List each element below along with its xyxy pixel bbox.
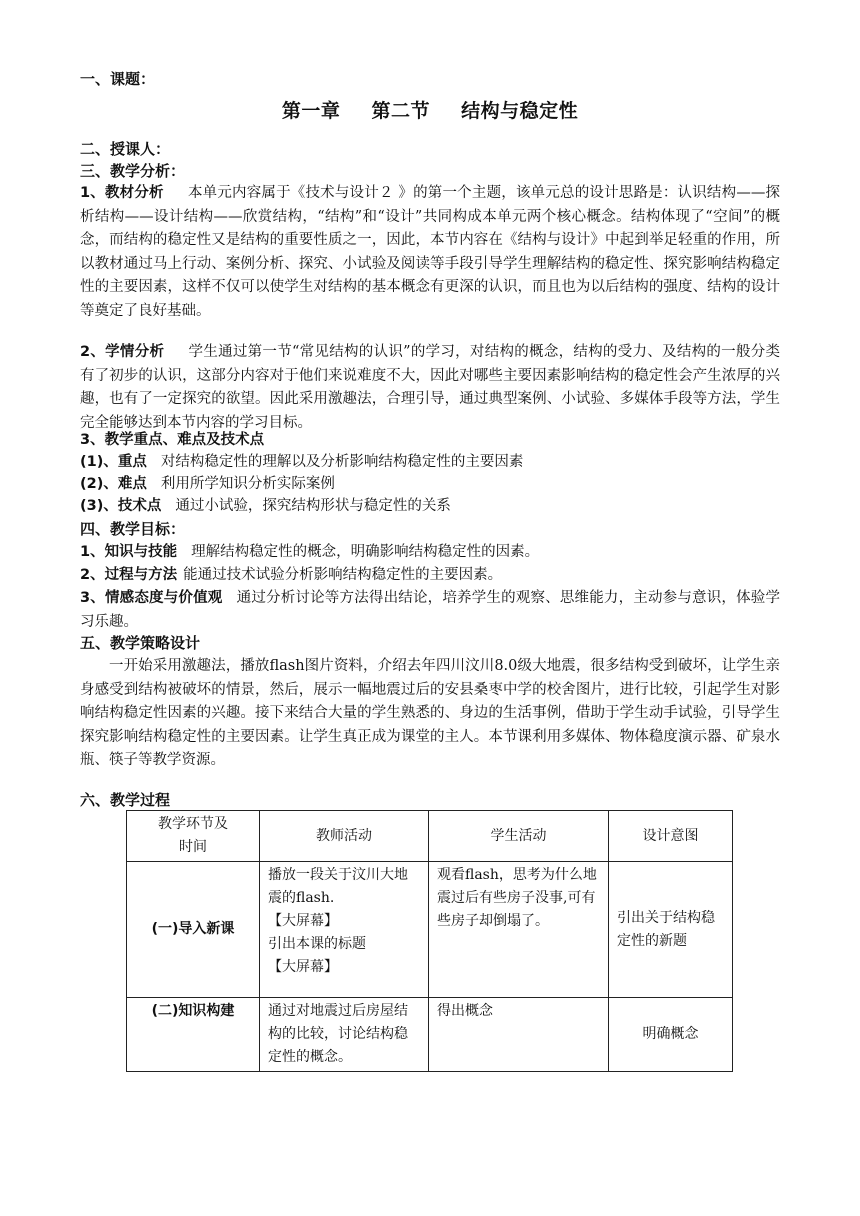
row-design-intent: 明确概念 <box>609 998 733 1072</box>
row-teacher-activity <box>260 862 429 998</box>
goal-process <box>80 564 780 588</box>
goal-knowledge-label: 1、知识与技能 <box>80 544 178 560</box>
teacher-line: 引出本课的标题 <box>268 936 366 952</box>
section-strategy-heading: 五、教学策略设计 <box>80 634 201 652</box>
goal-process-label: 2、过程与方法 <box>80 567 178 583</box>
section-goals-heading: 四、教学目标： <box>80 520 186 538</box>
teaching-process-table <box>126 810 733 1072</box>
table-row <box>127 862 733 998</box>
header-student: 学生活动 <box>429 811 609 862</box>
row-stage: (二)知识构建 <box>127 998 260 1072</box>
material-analysis-paragraph <box>80 182 780 323</box>
title-chapter: 第一章 <box>281 100 341 122</box>
teacher-line: 【大屏幕】 <box>268 959 338 975</box>
table-row <box>127 998 733 1072</box>
goal-knowledge <box>80 541 780 565</box>
section-topic-heading: 一、课题： <box>80 70 156 88</box>
goal-attitude-text: 通过分析讨论等方法得出结论，培养学生的观察、思维能力，主动参与意识，体验学习乐趣。 <box>80 590 780 630</box>
difficult-point-text: 利用所学知识分析实际案例 <box>160 476 335 492</box>
row-student-activity: 得出概念 <box>429 998 609 1072</box>
key-points-heading: 3、教学重点、难点及技术点 <box>80 432 265 448</box>
key-point-text: 对结构稳定性的理解以及分析影响结构稳定性的主要因素 <box>160 454 524 470</box>
student-analysis-label: 2、学情分析 <box>80 344 165 360</box>
difficult-point-item <box>80 473 780 497</box>
key-point-item <box>80 451 780 475</box>
row-student-activity: 观看flash，思考为什么地震过后有些房子没事,可有些房子却倒塌了。 <box>429 862 609 998</box>
table-header-row <box>127 811 733 862</box>
teacher-line: 【大屏幕】 <box>268 913 338 929</box>
row-teacher-activity: 通过对地震过后房屋结构的比较，讨论结构稳定性的概念。 <box>260 998 429 1072</box>
header-stage: 教学环节及时间 <box>127 811 260 862</box>
page-title <box>0 100 860 124</box>
goal-attitude <box>80 587 780 634</box>
student-analysis-text: 学生通过第一节“常见结构的认识”的学习，对结构的概念，结构的受力、及结构的一般分类有了初步的认识，这部分内容对于他们来说难度不大，因此对哪些主要因素影响结构的稳定性会产生浓厚的兴趣，也有了一定探究的欲望。因此采用激趣法，合理引导，通过典型案例、小试验、多媒体手段等方法，学生完全能够达到本节内容的学习目标。 <box>80 344 780 431</box>
material-analysis-text: 本单元内容属于《技术与设计２ 》的第一个主题，该单元总的设计思路是：认识结构——探析结构——设计结构——欣赏结构，“结构”和“设计”共同构成本单元两个核心概念。结构体现了“空间”的概念，而结构的稳定性又是结构的重要性质之一，因此，本节内容在《结构与设计》中起到举足轻重的作用，所以教材通过马上行动、案例分析、探究、小试验及阅读等手段引导学生理解结构的稳定性、探究影响结构稳定性的主要因素，这样不仅可以使学生对结构的基本概念有更深的认识，而且也为以后结构的强度、结构的设计等奠定了良好基础。 <box>80 185 781 319</box>
section-process-heading: 六、教学过程 <box>80 791 171 809</box>
teacher-line: 播放一段关于汶川大地震的flash. <box>268 867 408 906</box>
header-intent: 设计意图 <box>609 811 733 862</box>
strategy-paragraph: 一开始采用激趣法，播放flash图片资料，介绍去年四川汶川8.0级大地震，很多结构受到破坏，让学生亲身感受到结构被破坏的情景，然后，展示一幅地震过后的安县桑枣中学的校舍图片，进行比较，引起学生对影响结构稳定性因素的兴趣。接下来结合大量的学生熟悉的、身边的生活事例，借助于学生动手试验，引导学生探究影响结构稳定性的主要因素。让学生真正成为课堂的主人。本节课利用多媒体、物体稳度演示器、矿泉水瓶、筷子等教学资源。 <box>80 658 780 768</box>
title-topic: 结构与稳定性 <box>461 100 579 122</box>
header-teacher: 教师活动 <box>260 811 429 862</box>
row-design-intent: 引出关于结构稳定性的新题 <box>609 862 733 998</box>
student-analysis-paragraph <box>80 341 780 435</box>
section-teacher-heading: 二、授课人： <box>80 140 171 158</box>
section-analysis-heading: 三、教学分析： <box>80 162 186 180</box>
material-analysis-label: 1、教材分析 <box>80 185 164 201</box>
row-stage: (一)导入新课 <box>127 862 260 998</box>
difficult-point-label: (2)、难点 <box>80 476 147 492</box>
technical-point-label: (3)、技术点 <box>80 498 162 514</box>
technical-point-item <box>80 495 780 519</box>
technical-point-text: 通过小试验，探究结构形状与稳定性的关系 <box>175 498 451 514</box>
goal-process-text: 能通过技术试验分析影响结构稳定性的主要因素。 <box>183 567 503 583</box>
goal-attitude-label: 3、情感态度与价值观 <box>80 590 223 606</box>
goal-knowledge-text: 理解结构稳定性的概念，明确影响结构稳定性的因素。 <box>191 544 540 560</box>
key-point-label: (1)、重点 <box>80 454 147 470</box>
title-section: 第二节 <box>371 100 430 122</box>
